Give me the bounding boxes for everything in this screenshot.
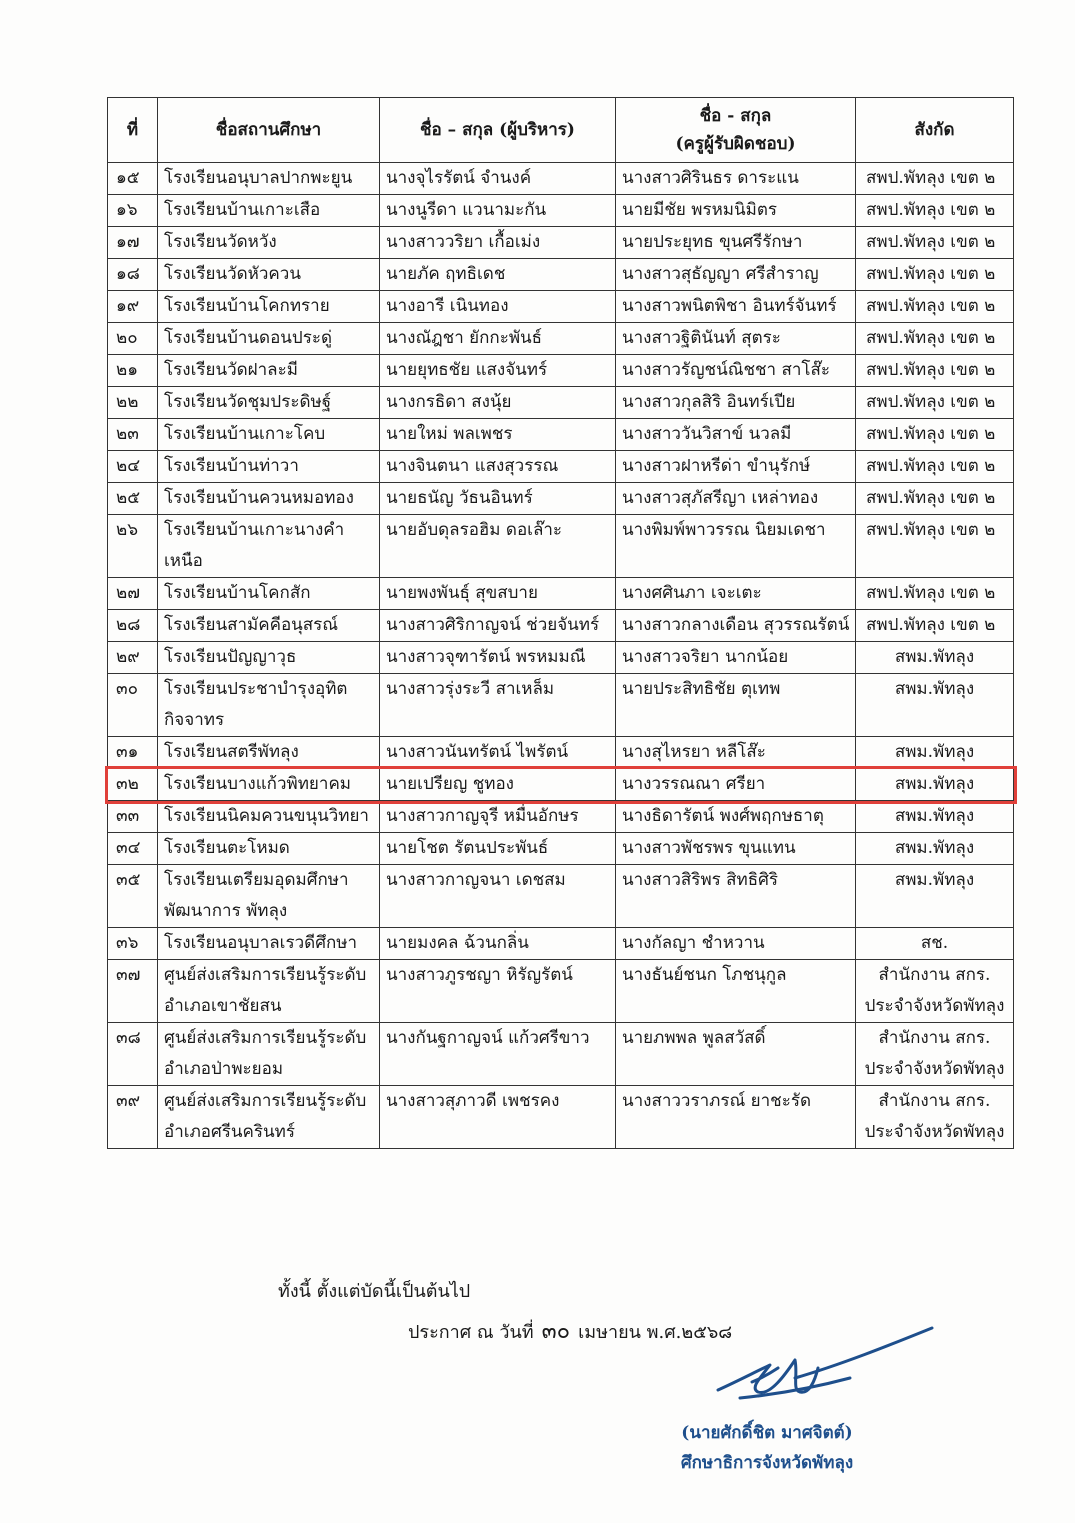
- cell-admin: นางสาวภูรชญา หิรัญรัตน์: [380, 960, 616, 1023]
- signature-image: [700, 1320, 940, 1420]
- announce-day: ๓๐: [541, 1319, 571, 1344]
- cell-no: ๓๓: [108, 801, 158, 833]
- announce-month-year: เมษายน พ.ศ.๒๕๖๘: [578, 1322, 733, 1343]
- table-row: [108, 1023, 1014, 1086]
- cell-school: โรงเรียนวัดฝาละมี: [158, 355, 380, 387]
- cell-affiliation: สพป.พัทลุง เขต ๒: [856, 387, 1014, 419]
- cell-admin: นายพงพันธุ์ สุขสบาย: [380, 578, 616, 610]
- cell-affiliation: สพป.พัทลุง เขต ๒: [856, 291, 1014, 323]
- cell-no: ๒๙: [108, 642, 158, 674]
- cell-school: โรงเรียนเตรียมอุดมศึกษาพัฒนาการ พัทลุง: [158, 865, 380, 928]
- cell-affiliation: สพป.พัทลุง เขต ๒: [856, 515, 1014, 578]
- effective-note: ทั้งนี้ ตั้งแต่บัดนี้เป็นต้นไป: [278, 1281, 471, 1302]
- cell-school: โรงเรียนบ้านเกาะโคบ: [158, 419, 380, 451]
- cell-school: โรงเรียนบ้านดอนประดู่: [158, 323, 380, 355]
- table-row: [108, 928, 1014, 960]
- table-row: [108, 163, 1014, 195]
- cell-teacher: นางธันย์ชนก โภชนุกูล: [616, 960, 856, 1023]
- cell-school: โรงเรียนวัดหัวควน: [158, 259, 380, 291]
- table-row: [108, 769, 1014, 801]
- cell-no: ๑๘: [108, 259, 158, 291]
- cell-teacher: นางสาวจริยา นากน้อย: [616, 642, 856, 674]
- table-row: [108, 259, 1014, 291]
- cell-school: โรงเรียนนิคมควนขนุนวิทยา: [158, 801, 380, 833]
- cell-admin: นายยุทธชัย แสงจันทร์: [380, 355, 616, 387]
- cell-admin: นางสาวนันทรัตน์ ไพรัตน์: [380, 737, 616, 769]
- cell-admin: นางสาวกาญจนา เดชสม: [380, 865, 616, 928]
- cell-no: ๓๙: [108, 1086, 158, 1149]
- cell-teacher: นางสาวฐิตินันท์ สุตระ: [616, 323, 856, 355]
- cell-school: โรงเรียนบ้านเกาะเสือ: [158, 195, 380, 227]
- cell-admin: นายธนัญ วัธนอินทร์: [380, 483, 616, 515]
- cell-affiliation: สพป.พัทลุง เขต ๒: [856, 451, 1014, 483]
- cell-teacher: นางกัลญา ชำหวาน: [616, 928, 856, 960]
- table-row: [108, 291, 1014, 323]
- cell-no: ๒๑: [108, 355, 158, 387]
- table-row: [108, 642, 1014, 674]
- table-row: [108, 610, 1014, 642]
- cell-admin: นายภัค ฤทธิเดช: [380, 259, 616, 291]
- cell-affiliation: สำนักงาน สกร. ประจำจังหวัดพัทลุง: [856, 1086, 1014, 1149]
- cell-admin: นางสาวศิริกาญจน์ ช่วยจันทร์: [380, 610, 616, 642]
- table-row: [108, 419, 1014, 451]
- cell-affiliation: สพม.พัทลุง: [856, 737, 1014, 769]
- cell-affiliation: สช.: [856, 928, 1014, 960]
- cell-no: ๓๗: [108, 960, 158, 1023]
- cell-school: โรงเรียนประชาบำรุงอุทิตกิจจาทร: [158, 674, 380, 737]
- cell-school: โรงเรียนปัญญาวุธ: [158, 642, 380, 674]
- cell-school: โรงเรียนสามัคคีอนุสรณ์: [158, 610, 380, 642]
- cell-teacher: นางสุไหรยา หลีโส๊ะ: [616, 737, 856, 769]
- header-teacher: [616, 98, 856, 163]
- announcement-date: [408, 1313, 732, 1348]
- cell-no: ๑๖: [108, 195, 158, 227]
- cell-admin: นางสาวกาญจุรี หมื่นอักษร: [380, 801, 616, 833]
- cell-no: ๒๓: [108, 419, 158, 451]
- cell-affiliation: สพป.พัทลุง เขต ๒: [856, 610, 1014, 642]
- cell-affiliation: สพป.พัทลุง เขต ๒: [856, 483, 1014, 515]
- cell-school: โรงเรียนบ้านโคกทราย: [158, 291, 380, 323]
- cell-admin: นางจุไรรัตน์ จำนงค์: [380, 163, 616, 195]
- cell-teacher: นางสาวพัชรพร ขุนแทน: [616, 833, 856, 865]
- cell-admin: นางสาววริยา เกื้อเม่ง: [380, 227, 616, 259]
- table-row: [108, 195, 1014, 227]
- table-row: [108, 801, 1014, 833]
- cell-school: ศูนย์ส่งเสริมการเรียนรู้ระดับอำเภอป่าพะยอม: [158, 1023, 380, 1086]
- signer-title: ศึกษาธิการจังหวัดพัทลุง: [680, 1453, 854, 1473]
- table-row: [108, 674, 1014, 737]
- header-admin: ชื่อ – สกุล (ผู้บริหาร): [380, 98, 616, 163]
- cell-teacher: นายภพพล พูลสวัสดิ์: [616, 1023, 856, 1086]
- cell-no: ๒๖: [108, 515, 158, 578]
- cell-affiliation: สพป.พัทลุง เขต ๒: [856, 163, 1014, 195]
- cell-admin: นายใหม่ พลเพชร: [380, 419, 616, 451]
- cell-school: โรงเรียนบางแก้วพิทยาคม: [158, 769, 380, 801]
- cell-admin: นางณัฎชา ยักกะพันธ์: [380, 323, 616, 355]
- cell-teacher: นางสาวฝาหรีด่า ขำนุรักษ์: [616, 451, 856, 483]
- header-no: ที่: [108, 98, 158, 163]
- header-school: ชื่อสถานศึกษา: [158, 98, 380, 163]
- cell-no: ๓๖: [108, 928, 158, 960]
- cell-affiliation: สพม.พัทลุง: [856, 801, 1014, 833]
- cell-affiliation: สพป.พัทลุง เขต ๒: [856, 227, 1014, 259]
- cell-no: ๓๒: [108, 769, 158, 801]
- table-row: [108, 515, 1014, 578]
- cell-admin: นางกันฐกาญจน์ แก้วศรีขาว: [380, 1023, 616, 1086]
- header-affiliation: สังกัด: [856, 98, 1014, 163]
- cell-no: ๓๐: [108, 674, 158, 737]
- cell-no: ๑๗: [108, 227, 158, 259]
- cell-no: ๒๐: [108, 323, 158, 355]
- table-row: [108, 833, 1014, 865]
- table-row: [108, 1086, 1014, 1149]
- cell-teacher: นางวรรณณา ศรียา: [616, 769, 856, 801]
- cell-teacher: นางธิดารัตน์ พงศ์พฤกษธาตุ: [616, 801, 856, 833]
- cell-teacher: นางสาววราภรณ์ ยาชะรัด: [616, 1086, 856, 1149]
- table-row: [108, 387, 1014, 419]
- cell-no: ๓๔: [108, 833, 158, 865]
- cell-teacher: นายประสิทธิชัย ตุเทพ: [616, 674, 856, 737]
- cell-teacher: นางสาวกุลสิริ อินทร์เปีย: [616, 387, 856, 419]
- cell-school: โรงเรียนวัดชุมประดิษฐ์: [158, 387, 380, 419]
- cell-no: ๓๘: [108, 1023, 158, 1086]
- cell-admin: นางนูรีดา แวนามะกัน: [380, 195, 616, 227]
- table-header-row: [108, 98, 1014, 163]
- cell-admin: นางกรธิดา สงนุ้ย: [380, 387, 616, 419]
- cell-school: ศูนย์ส่งเสริมการเรียนรู้ระดับอำเภอศรีนครินทร์: [158, 1086, 380, 1149]
- cell-affiliation: สำนักงาน สกร. ประจำจังหวัดพัทลุง: [856, 1023, 1014, 1086]
- cell-affiliation: สพป.พัทลุง เขต ๒: [856, 355, 1014, 387]
- cell-school: โรงเรียนสตรีพัทลุง: [158, 737, 380, 769]
- announce-prefix: ประกาศ ณ วันที่: [408, 1322, 534, 1343]
- roster-table: [107, 97, 1014, 1149]
- cell-school: โรงเรียนตะโหมด: [158, 833, 380, 865]
- cell-affiliation: สพป.พัทลุง เขต ๒: [856, 259, 1014, 291]
- cell-admin: นางสาวสุภาวดี เพชรคง: [380, 1086, 616, 1149]
- cell-affiliation: สพป.พัทลุง เขต ๒: [856, 578, 1014, 610]
- cell-no: ๑๙: [108, 291, 158, 323]
- cell-affiliation: สพม.พัทลุง: [856, 642, 1014, 674]
- cell-affiliation: สพป.พัทลุง เขต ๒: [856, 419, 1014, 451]
- cell-no: ๑๕: [108, 163, 158, 195]
- signer-name: (นายศักดิ์ชิต มาศจิตต์): [681, 1423, 853, 1443]
- cell-no: ๒๕: [108, 483, 158, 515]
- cell-admin: นายมงคล ฉ้วนกลิ่น: [380, 928, 616, 960]
- header-teacher-line2: (ครูผู้รับผิดชอบ): [675, 134, 796, 154]
- cell-teacher: นางสาวกลางเดือน สุวรรณรัตน์: [616, 610, 856, 642]
- table-row: [108, 865, 1014, 928]
- cell-admin: นางอารี เนินทอง: [380, 291, 616, 323]
- table-row: [108, 960, 1014, 1023]
- cell-teacher: นางศศินภา เจะเตะ: [616, 578, 856, 610]
- cell-admin: นางสาวรุ่งระวี สาเหล็ม: [380, 674, 616, 737]
- cell-affiliation: สพม.พัทลุง: [856, 674, 1014, 737]
- cell-school: โรงเรียนอนุบาลเรวดีศึกษา: [158, 928, 380, 960]
- cell-admin: นายโชต รัตนประพันธ์: [380, 833, 616, 865]
- table-row: [108, 355, 1014, 387]
- cell-teacher: นายประยุทธ ขุนศรีรักษา: [616, 227, 856, 259]
- cell-admin: นางจินตนา แสงสุวรรณ: [380, 451, 616, 483]
- cell-teacher: นางสาวสุภัสรีญา เหล่าทอง: [616, 483, 856, 515]
- table-row: [108, 483, 1014, 515]
- cell-teacher: นางสาววันวิสาข์ นวลมี: [616, 419, 856, 451]
- cell-school: โรงเรียนบ้านโคกสัก: [158, 578, 380, 610]
- cell-affiliation: สำนักงาน สกร. ประจำจังหวัดพัทลุง: [856, 960, 1014, 1023]
- cell-school: โรงเรียนอนุบาลปากพะยูน: [158, 163, 380, 195]
- cell-school: โรงเรียนบ้านท่าวา: [158, 451, 380, 483]
- cell-school: ศูนย์ส่งเสริมการเรียนรู้ระดับอำเภอเขาชัยสน: [158, 960, 380, 1023]
- table-row: [108, 451, 1014, 483]
- cell-no: ๒๒: [108, 387, 158, 419]
- cell-affiliation: สพม.พัทลุง: [856, 769, 1014, 801]
- cell-teacher: นางพิมพ์พาวรรณ นิยมเดชา: [616, 515, 856, 578]
- cell-admin: นายอับดุลรอฮิม ดอเล๊าะ: [380, 515, 616, 578]
- cell-teacher: นางสาวศิรินธร ดาระแน: [616, 163, 856, 195]
- cell-no: ๒๗: [108, 578, 158, 610]
- cell-teacher: นางสาวรัญชน์ณิชชา สาโส๊ะ: [616, 355, 856, 387]
- cell-teacher: นางสาวสิริพร สิทธิศิริ: [616, 865, 856, 928]
- cell-teacher: นายมีชัย พรหมนิมิตร: [616, 195, 856, 227]
- cell-no: ๒๔: [108, 451, 158, 483]
- table-row: [108, 737, 1014, 769]
- table-row: [108, 227, 1014, 259]
- cell-affiliation: สพป.พัทลุง เขต ๒: [856, 323, 1014, 355]
- cell-teacher: นางสาวพนิตพิชา อินทร์จันทร์: [616, 291, 856, 323]
- cell-admin: นางสาวจุฑารัตน์ พรหมมณี: [380, 642, 616, 674]
- cell-school: โรงเรียนบ้านเกาะนางคำเหนือ: [158, 515, 380, 578]
- signer-block: [672, 1418, 862, 1478]
- table-row: [108, 578, 1014, 610]
- header-teacher-line1: ชื่อ - สกุล: [699, 106, 772, 126]
- table-body: [108, 163, 1014, 1149]
- cell-affiliation: สพป.พัทลุง เขต ๒: [856, 195, 1014, 227]
- cell-no: ๒๘: [108, 610, 158, 642]
- cell-school: โรงเรียนวัดหวัง: [158, 227, 380, 259]
- cell-affiliation: สพม.พัทลุง: [856, 833, 1014, 865]
- cell-teacher: นางสาวสุธัญญา ศรีสำราญ: [616, 259, 856, 291]
- cell-admin: นายเปรียญ ชูทอง: [380, 769, 616, 801]
- cell-school: โรงเรียนบ้านควนหมอทอง: [158, 483, 380, 515]
- table-row: [108, 323, 1014, 355]
- cell-no: ๓๕: [108, 865, 158, 928]
- cell-no: ๓๑: [108, 737, 158, 769]
- cell-affiliation: สพม.พัทลุง: [856, 865, 1014, 928]
